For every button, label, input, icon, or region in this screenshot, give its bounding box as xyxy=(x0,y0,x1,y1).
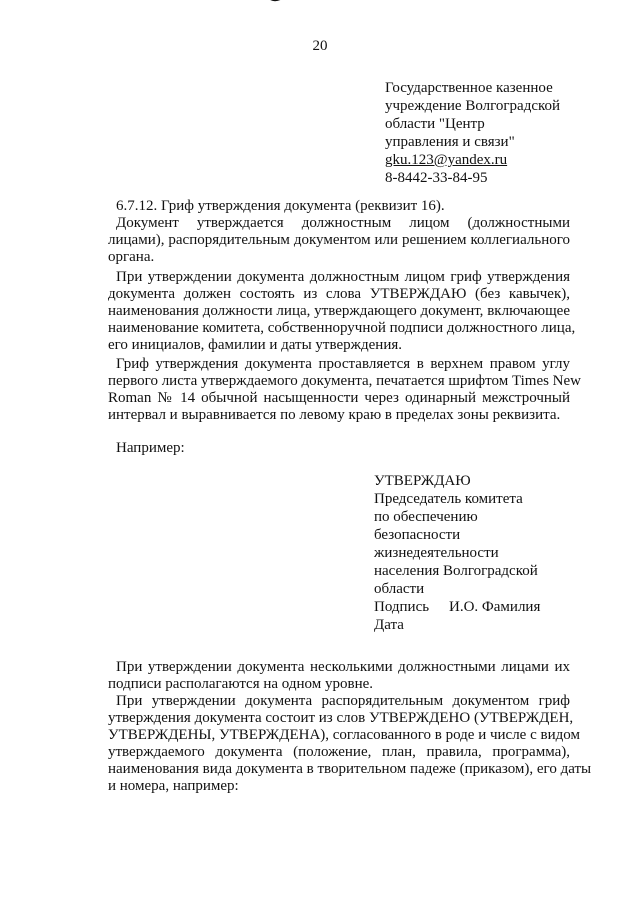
signature-label: Подпись xyxy=(374,599,430,615)
position-line: Председатель комитета xyxy=(374,491,523,507)
position-line: безопасности xyxy=(374,527,461,543)
paragraph-line: При утверждении документа должностным лицом гриф утверждения xyxy=(116,269,570,285)
address-block xyxy=(385,79,625,187)
paragraph-line: Документ утверждается должностным лицом (должностными xyxy=(116,215,570,231)
email-link[interactable]: gku.123@yandex.ru xyxy=(385,152,508,168)
page-number: 20 xyxy=(312,38,328,54)
position-line: области xyxy=(374,581,425,597)
example-label-block xyxy=(108,440,570,457)
paragraph-line: наименования вида документа в творительном падеже (приказом), его даты xyxy=(108,761,592,777)
paragraph-2 xyxy=(108,269,576,354)
paragraph-line: органа. xyxy=(108,249,155,265)
signatory-name: И.О. Фамилия xyxy=(449,599,541,615)
paragraph-line: Roman № 14 обычной насыщенности через одинарный межстрочный xyxy=(108,390,570,406)
paragraph-line: и номера, например: xyxy=(108,778,239,794)
approval-stamp-block xyxy=(374,472,574,634)
paragraph-line: утверждаемого документа (положение, план, правила, программа), xyxy=(108,744,570,760)
phone-number: 8-8442-33-84-95 xyxy=(385,170,488,186)
date-label: Дата xyxy=(374,617,404,633)
paragraph-line: утверждения документа состоит из слов УТВЕРЖДЕНО (УТВЕРЖДЕН, xyxy=(108,710,574,726)
paragraph-line: наименование комитета, собственноручной подписи должностного лица, xyxy=(108,320,576,336)
paragraph-line: его инициалов, фамилии и даты утверждения. xyxy=(108,337,402,353)
paragraph-4 xyxy=(108,659,570,693)
signature-row xyxy=(374,598,574,616)
section-block xyxy=(108,198,570,266)
section-heading: 6.7.12. Гриф утверждения документа (реквизит 16). xyxy=(116,198,445,214)
paragraph-line: документа должен состоять из слова УТВЕРЖДАЮ (без кавычек), xyxy=(108,286,570,302)
paragraph-line: первого листа утверждаемого документа, печатается шрифтом Times New xyxy=(108,373,582,389)
position-line: жизнедеятельности xyxy=(374,545,499,561)
top-edge-mark xyxy=(262,0,352,6)
example-label: Например: xyxy=(116,440,185,456)
paragraph-line: При утверждении документа несколькими должностными лицами их xyxy=(116,659,570,675)
paragraph-line: При утверждении документа распорядительным документом гриф xyxy=(116,693,570,709)
position-line: населения Волгоградской xyxy=(374,563,538,579)
paragraph-line: лицами), распорядительным документом или решением коллегиального xyxy=(108,232,570,248)
paragraph-line: подписи располагаются на одном уровне. xyxy=(108,676,374,692)
paragraph-3 xyxy=(108,356,582,424)
paragraph-line: интервал и выравнивается по левому краю в пределах зоны реквизита. xyxy=(108,407,561,423)
address-line: области "Центр xyxy=(385,116,485,132)
address-line: учреждение Волгоградской xyxy=(385,98,561,114)
paragraph-line: УТВЕРЖДЕНЫ, УТВЕРЖДЕНА), согласованного в роде и числе с видом xyxy=(108,727,580,743)
paragraph-line: Гриф утверждения документа проставляется в верхнем правом углу xyxy=(116,356,570,372)
paragraph-line: наименования должности лица, утверждающего документ, включающее xyxy=(108,303,570,319)
approval-title: УТВЕРЖДАЮ xyxy=(374,473,471,489)
address-line: Государственное казенное xyxy=(385,80,553,96)
address-line: управления и связи" xyxy=(385,134,515,150)
paragraph-5 xyxy=(108,693,592,795)
position-line: по обеспечению xyxy=(374,509,478,525)
